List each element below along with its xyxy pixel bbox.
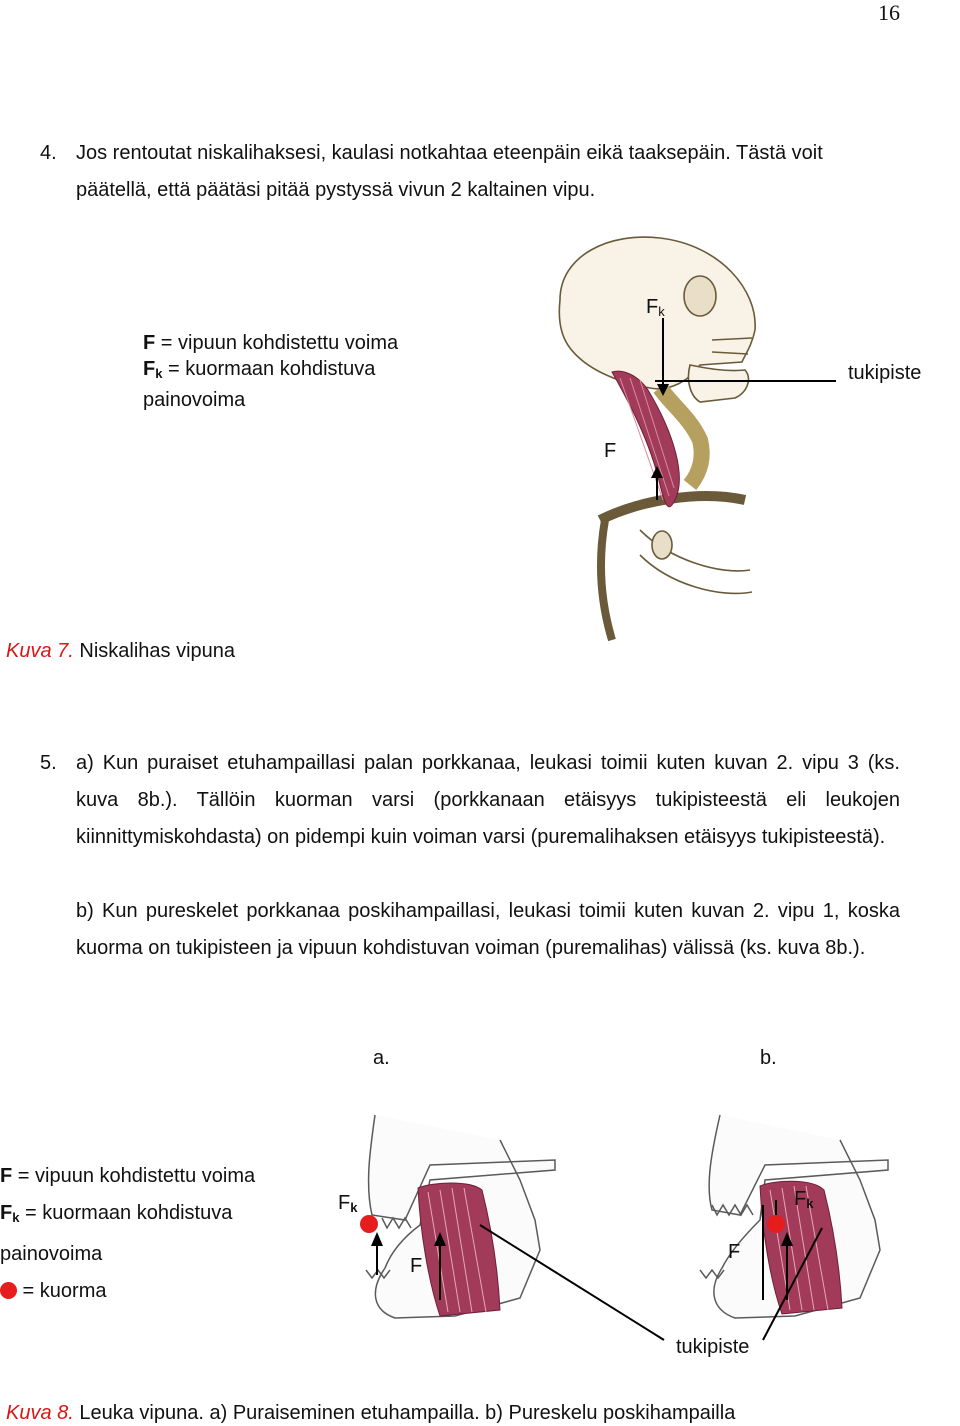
item-5-part-b: b) Kun pureskelet porkkanaa poskihampaillasi, leukasi toimii kuten kuvan 2. vipu 1, koska kuorma on tukipisteen ja vipuun kohdistuvan voiman (puremalihas) välissä (ks. kuva 8b.). <box>76 900 900 959</box>
legend-fk-sub: k <box>155 366 163 381</box>
legend8-fk-sub: k <box>12 1210 20 1225</box>
jaw-a-fk-arrow <box>371 1232 383 1246</box>
figure8-caption-text: Leuka vipuna. a) Puraiseminen etuhampailla. b) Pureskelu poskihampailla <box>73 1402 736 1424</box>
fig8-a-f-label: F <box>410 1255 423 1277</box>
fig8-b-fk-label: $F_k$ <box>794 1188 814 1211</box>
fig8-label-b: b. <box>760 1047 777 1069</box>
fig7-fk-label: $F_k$ <box>646 296 665 319</box>
legend8-fk-symbol: F <box>0 1202 13 1224</box>
fig8-b-f-label: F <box>728 1241 741 1263</box>
fig7-f-label: F <box>604 440 617 462</box>
legend-f-symbol: F <box>143 332 156 354</box>
legend8-f-symbol: F <box>0 1165 13 1187</box>
item-5-number: 5. <box>40 752 57 774</box>
figure7-caption-label: Kuva 7. <box>6 640 74 662</box>
item-4-text: Jos rentoutat niskalihaksesi, kaulasi notkahtaa eteenpäin eikä taaksepäin. Tästä voit päätellä, että päätäsi pitää pystyssä vivun 2 kaltainen vipu. <box>76 142 823 201</box>
fig7-tukipiste-label: tukipiste <box>848 362 922 384</box>
legend-fk-symbol: F <box>143 358 156 380</box>
fig8-label-a: a. <box>373 1047 390 1069</box>
fig8-a-fk-label: $F_k$ <box>338 1192 358 1215</box>
page-number: 16 <box>878 0 900 25</box>
legend8-fk-text: = kuormaan kohdistuva <box>19 1202 233 1224</box>
figure8-caption-label: Kuva 8. <box>6 1402 74 1424</box>
jaw-b-load-dot <box>767 1215 785 1233</box>
legend8-load-text: = kuorma <box>17 1280 107 1302</box>
figure7-caption-text: Niskalihas vipuna <box>73 640 236 662</box>
fig8-tukipiste-label: tukipiste <box>676 1336 750 1358</box>
item-4-number: 4. <box>40 142 57 164</box>
legend-fk-text: = kuormaan kohdistuva <box>162 358 376 380</box>
legend8-fk-text2: painovoima <box>0 1243 103 1265</box>
legend-f-text: = vipuun kohdistettu voima <box>155 332 399 354</box>
item-5-part-a: a) Kun puraiset etuhampaillasi palan porkkanaa, leukasi toimii kuten kuvan 2. vipu 3 (ks. kuva 8b.). Tällöin kuorman varsi (porkkanaan etäisyys tukipisteestä eli leukojen kiinnittymiskohdasta) on pidempi kuin voiman varsi (puremalihaksen etäisyys tukipisteestä). <box>76 752 900 848</box>
legend-fk-text2: painovoima <box>143 389 246 411</box>
figure8-caption <box>6 1402 735 1425</box>
legend8-f-text: = vipuun kohdistettu voima <box>12 1165 256 1187</box>
jaw-a-load-dot <box>360 1215 378 1233</box>
